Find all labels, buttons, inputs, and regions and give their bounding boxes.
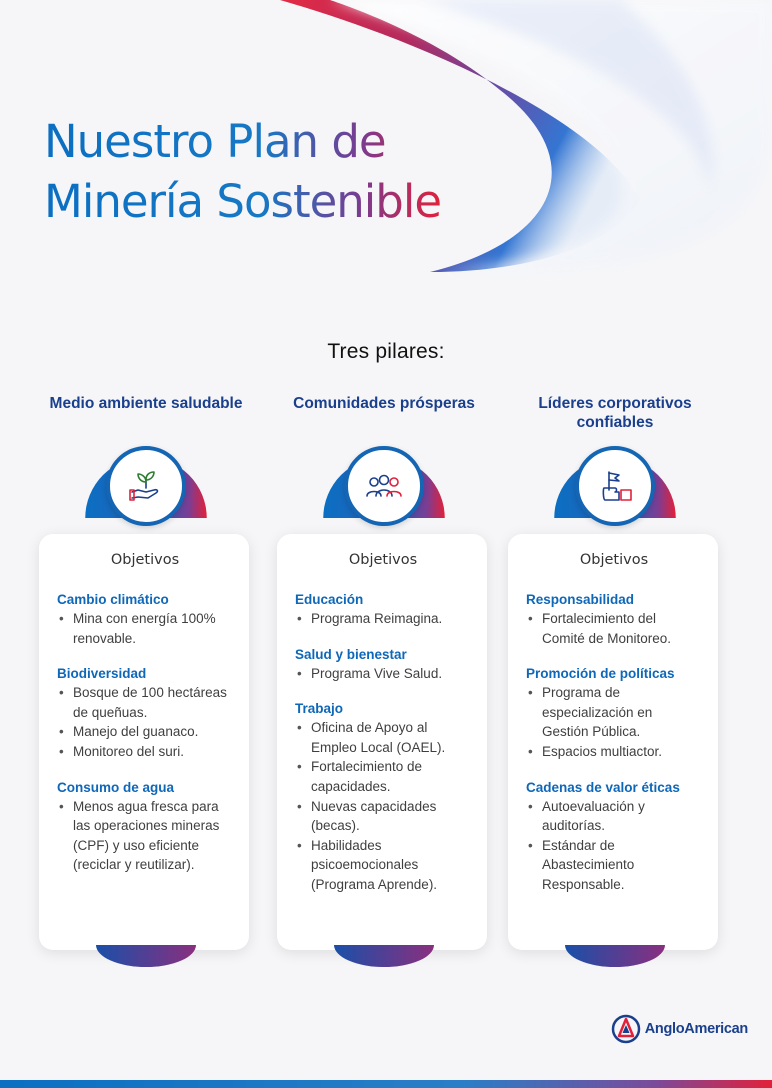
section-title: Cambio climático <box>57 592 169 607</box>
list-item: • Bosque de 100 hectáreas de queñuas. <box>57 683 233 722</box>
section-title: Cadenas de valor éticas <box>526 779 680 795</box>
logo-text: AngloAmerican <box>644 1021 748 1037</box>
title-line-1: Nuestro Plan de <box>44 112 441 172</box>
list-item: • Fortalecimiento de capacidades. <box>295 757 471 796</box>
list-item: • Mina con energía 100% renovable. <box>57 609 233 648</box>
list-item: • Habilidades psicoemocionales (Programa Aprende). <box>295 836 471 895</box>
anglo-american-logo-icon <box>611 1014 641 1044</box>
objective-section <box>526 666 702 761</box>
list-item: • Oficina de Apoyo al Empleo Local (OAEL). <box>295 718 471 757</box>
anglo-american-logo <box>611 1014 748 1044</box>
section-title: Responsabilidad <box>526 592 635 607</box>
section-title: Consumo de agua <box>57 779 175 795</box>
objectives-card <box>277 534 487 950</box>
list-item: • Programa de especialización en Gestión Pública. <box>526 683 702 742</box>
list-item: • Espacios multiactor. <box>526 742 702 762</box>
pillar-heading: Líderes corporativos confiables <box>538 395 692 431</box>
list-item: • Menos agua fresca para las operaciones mineras (CPF) y uso eficiente (reciclar y reutilizar). <box>57 797 233 875</box>
objective-section <box>57 666 233 761</box>
pillar-lideres <box>508 390 722 892</box>
objective-section <box>295 701 471 894</box>
objective-section <box>57 592 233 648</box>
card-title: Objetivos <box>348 552 418 568</box>
list-item: • Monitoreo del suri. <box>57 742 233 762</box>
list-item: • Manejo del guanaco. <box>57 722 233 742</box>
list-item: • Estándar de Abastecimiento Responsable. <box>526 836 702 895</box>
people-group-icon <box>344 446 424 526</box>
objective-section <box>526 592 702 648</box>
pillar-medio-ambiente <box>39 390 253 873</box>
pillar-bottom-decoration <box>334 945 434 967</box>
objective-section <box>57 780 233 875</box>
objectives-card <box>508 534 718 950</box>
pillar-heading: Comunidades prósperas <box>293 395 475 412</box>
card-title: Objetivos <box>110 552 180 568</box>
objectives-card <box>39 534 249 950</box>
objective-section <box>526 780 702 895</box>
pillar-bottom-decoration <box>96 945 196 967</box>
section-title: Salud y bienestar <box>295 646 407 662</box>
plant-hand-icon <box>106 446 186 526</box>
list-item: • Autoevaluación y auditorías. <box>526 797 702 836</box>
list-item: • Programa Vive Salud. <box>295 664 471 684</box>
list-item: • Nuevas capacidades (becas). <box>295 797 471 836</box>
list-item: • Fortalecimiento del Comité de Monitoreo. <box>526 609 702 648</box>
objective-section <box>295 592 471 629</box>
bottom-gradient-band <box>0 1080 772 1088</box>
objective-section <box>295 647 471 684</box>
pillar-bottom-decoration <box>565 945 665 967</box>
pillar-comunidades <box>277 390 491 892</box>
pillar-heading: Medio ambiente saludable <box>49 395 243 412</box>
card-title: Objetivos <box>579 552 649 568</box>
page-title <box>44 112 441 232</box>
section-title: Promoción de políticas <box>526 666 675 682</box>
pillars-subtitle: Tres pilares: <box>327 340 445 363</box>
section-title: Educación <box>295 592 364 607</box>
list-item: • Programa Reimagina. <box>295 609 471 629</box>
hand-flag-icon <box>575 446 655 526</box>
section-title: Trabajo <box>295 701 344 717</box>
title-line-2: Minería Sostenible <box>44 172 441 232</box>
section-title: Biodiversidad <box>57 666 147 682</box>
